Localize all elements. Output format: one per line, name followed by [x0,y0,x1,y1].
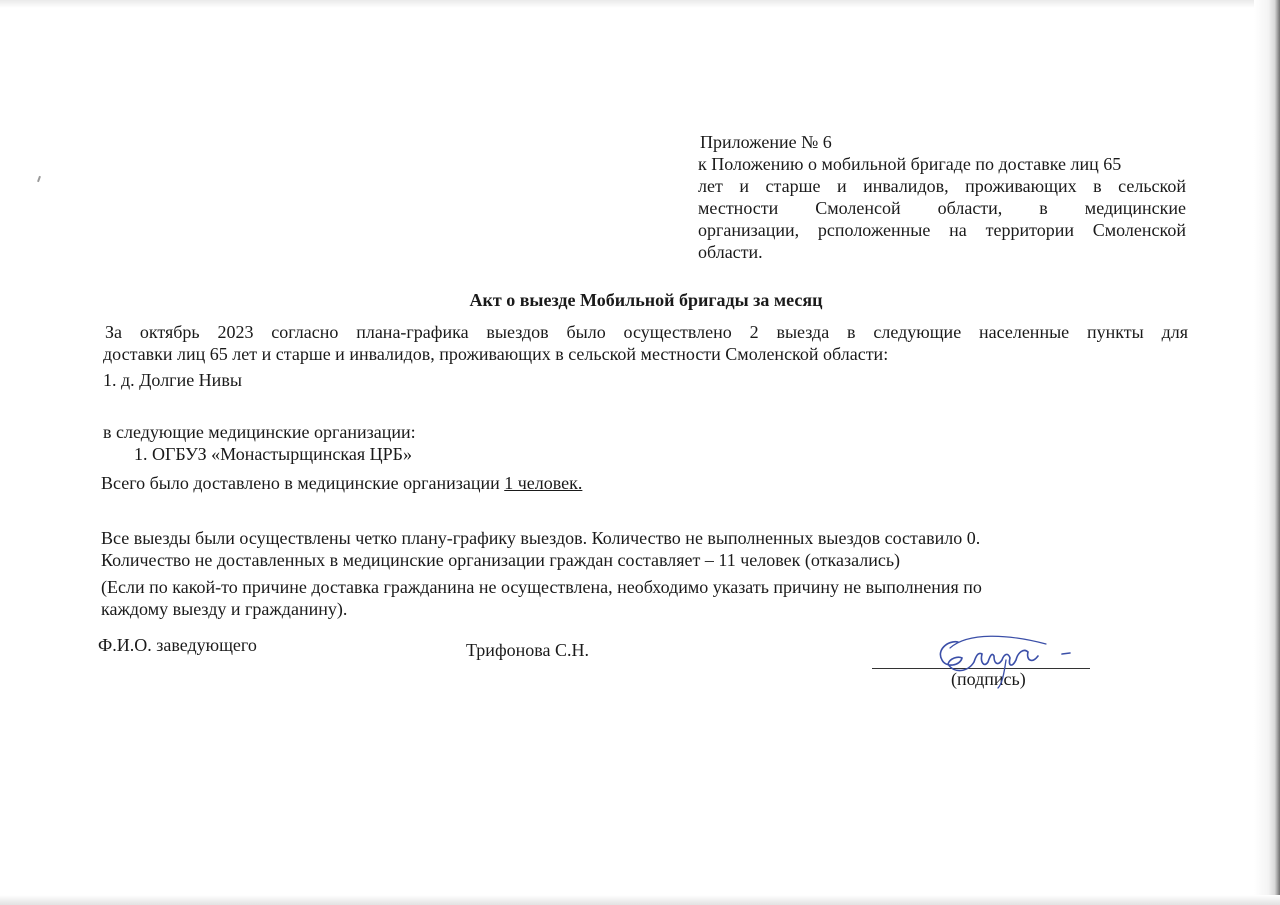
note-line: (Если по какой-то причине доставка гражданина не осуществлена, необходимо указать причину не выполнения по [101,577,982,597]
scan-bottom-edge [0,895,1280,905]
scan-top-edge [0,0,1280,8]
appendix-line: лет и старше и инвалидов, проживающих в сельской [698,176,1186,196]
org-item: 1. ОГБУЗ «Монастырщинская ЦРБ» [134,444,412,464]
scan-speck [37,176,41,182]
appendix-line: местности Смоленсой области, в медицинские [698,198,1186,218]
appendix-title: Приложение № 6 [700,132,832,152]
total-delivered [101,472,582,494]
total-prefix: Всего было доставлено в медицинские организации [101,473,505,493]
total-value: 1 человек. [504,473,583,493]
settlement-item: 1. д. Долгие Нивы [103,370,242,390]
note-line: каждому выезду и гражданину). [101,599,348,619]
signature-caption: (подпись) [951,669,1026,689]
head-label: Ф.И.О. заведующего [98,635,257,655]
appendix-line: области. [698,242,763,262]
handwritten-signature [928,622,1078,692]
appendix-line: к Положению о мобильной бригаде по доставке лиц 65 [698,154,1122,174]
head-name: Трифонова С.Н. [466,640,589,660]
act-title: Акт о выезде Мобильной бригады за месяц [469,290,823,310]
trips-summary-line: Все выезды были осуществлены четко плану-графику выездов. Количество не выполненных выездов составило 0. [101,528,981,548]
intro-line: доставки лиц 65 лет и старше и инвалидов, проживающих в сельской местности Смоленской области: [103,344,889,364]
appendix-line: организации, рсположенные на территории Смоленской [698,220,1186,240]
orgs-label: в следующие медицинские организации: [103,422,416,442]
scan-right-edge [1254,0,1280,905]
trips-summary-line: Количество не доставленных в медицинские организации граждан составляет – 11 человек (отказались) [101,550,901,570]
intro-line: За октябрь 2023 согласно плана-графика выездов было осуществлено 2 выезда в следующие населенные пункты для [105,322,1188,342]
